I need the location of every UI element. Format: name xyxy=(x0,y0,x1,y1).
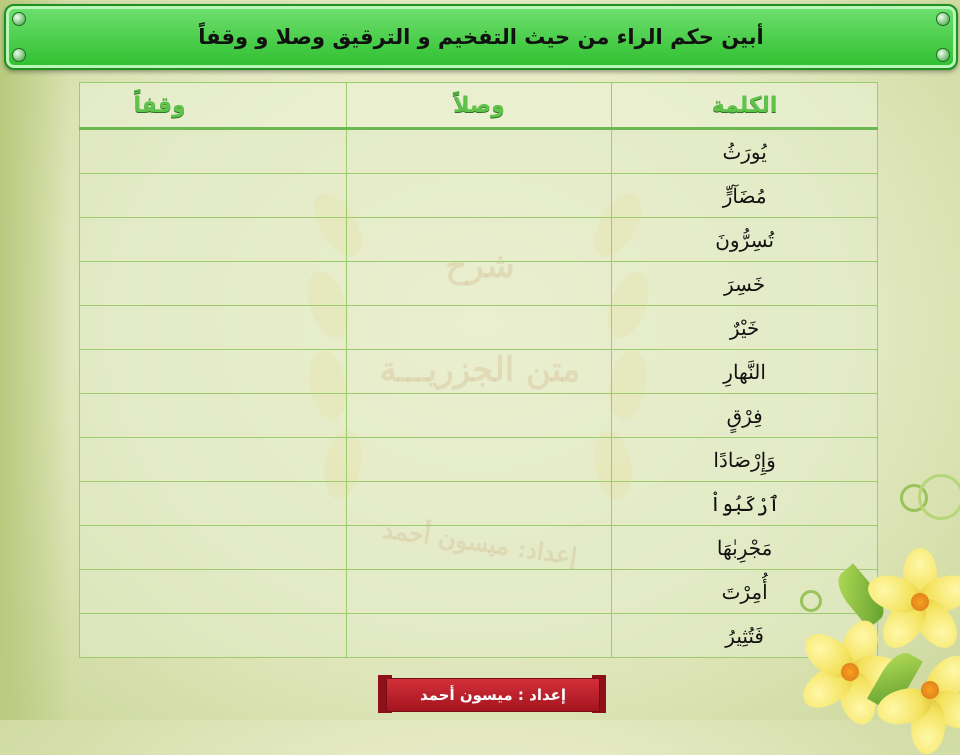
wasl-answer-cell[interactable] xyxy=(346,482,612,526)
author-credit: إعداد : ميسون أحمد xyxy=(419,686,567,704)
table-row xyxy=(80,614,878,658)
rulings-table xyxy=(79,82,878,658)
title-bar xyxy=(4,4,958,70)
wasl-answer-cell[interactable] xyxy=(346,262,612,306)
wasl-answer-cell[interactable] xyxy=(346,350,612,394)
word-cell: فِرْقٍ xyxy=(612,394,878,438)
table-row xyxy=(80,438,878,482)
header-word: الكلمة xyxy=(612,83,878,129)
waqf-answer-cell[interactable] xyxy=(80,394,347,438)
word-cell: خَيْرٌ xyxy=(612,306,878,350)
rivet-icon xyxy=(936,48,950,62)
left-gradient-panel xyxy=(0,0,70,720)
wasl-answer-cell[interactable] xyxy=(346,438,612,482)
author-banner xyxy=(378,675,606,715)
rivet-icon xyxy=(936,12,950,26)
table-row xyxy=(80,262,878,306)
word-cell: مُضَآرٍّ xyxy=(612,174,878,218)
wasl-answer-cell[interactable] xyxy=(346,174,612,218)
waqf-answer-cell[interactable] xyxy=(80,350,347,394)
waqf-answer-cell[interactable] xyxy=(80,262,347,306)
wasl-answer-cell[interactable] xyxy=(346,129,612,174)
flower-icon xyxy=(880,560,960,640)
waqf-answer-cell[interactable] xyxy=(80,570,347,614)
word-cell: ٱرْكَبُواْ xyxy=(612,482,878,526)
waqf-answer-cell[interactable] xyxy=(80,438,347,482)
flower-icon xyxy=(900,660,960,720)
waqf-answer-cell[interactable] xyxy=(80,218,347,262)
table-row xyxy=(80,526,878,570)
swirl-ornament-icon xyxy=(918,474,960,520)
waqf-answer-cell[interactable] xyxy=(80,174,347,218)
table-row xyxy=(80,129,878,174)
word-cell: وَإِرْصَادًا xyxy=(612,438,878,482)
table-row xyxy=(80,174,878,218)
header-wasl: وصلاً xyxy=(346,83,612,129)
wasl-answer-cell[interactable] xyxy=(346,306,612,350)
wasl-answer-cell[interactable] xyxy=(346,394,612,438)
word-cell: أُمِرْتَ xyxy=(612,570,878,614)
page-title: أبين حكم الراء من حيث التفخيم و الترقيق وصلا و وقفاً xyxy=(198,25,764,49)
header-waqf: وقفاً xyxy=(80,83,347,129)
table-header-row xyxy=(80,83,878,129)
table-row xyxy=(80,350,878,394)
waqf-answer-cell[interactable] xyxy=(80,526,347,570)
table-row xyxy=(80,218,878,262)
waqf-answer-cell[interactable] xyxy=(80,482,347,526)
table-row xyxy=(80,306,878,350)
wasl-answer-cell[interactable] xyxy=(346,570,612,614)
word-cell: فَتُثِيرُ xyxy=(612,614,878,658)
word-cell: مَجْرِبٰهَا xyxy=(612,526,878,570)
word-cell: النَّهارِ xyxy=(612,350,878,394)
waqf-answer-cell[interactable] xyxy=(80,614,347,658)
word-cell: تُسِرُّونَ xyxy=(612,218,878,262)
table-row xyxy=(80,482,878,526)
rivet-icon xyxy=(12,48,26,62)
table-row xyxy=(80,394,878,438)
table-row xyxy=(80,570,878,614)
waqf-answer-cell[interactable] xyxy=(80,129,347,174)
wasl-answer-cell[interactable] xyxy=(346,614,612,658)
swirl-ornament-icon xyxy=(800,590,822,612)
word-cell: يُورَثُ xyxy=(612,129,878,174)
wasl-answer-cell[interactable] xyxy=(346,526,612,570)
wasl-answer-cell[interactable] xyxy=(346,218,612,262)
waqf-answer-cell[interactable] xyxy=(80,306,347,350)
rivet-icon xyxy=(12,12,26,26)
word-cell: خَسِرَ xyxy=(612,262,878,306)
